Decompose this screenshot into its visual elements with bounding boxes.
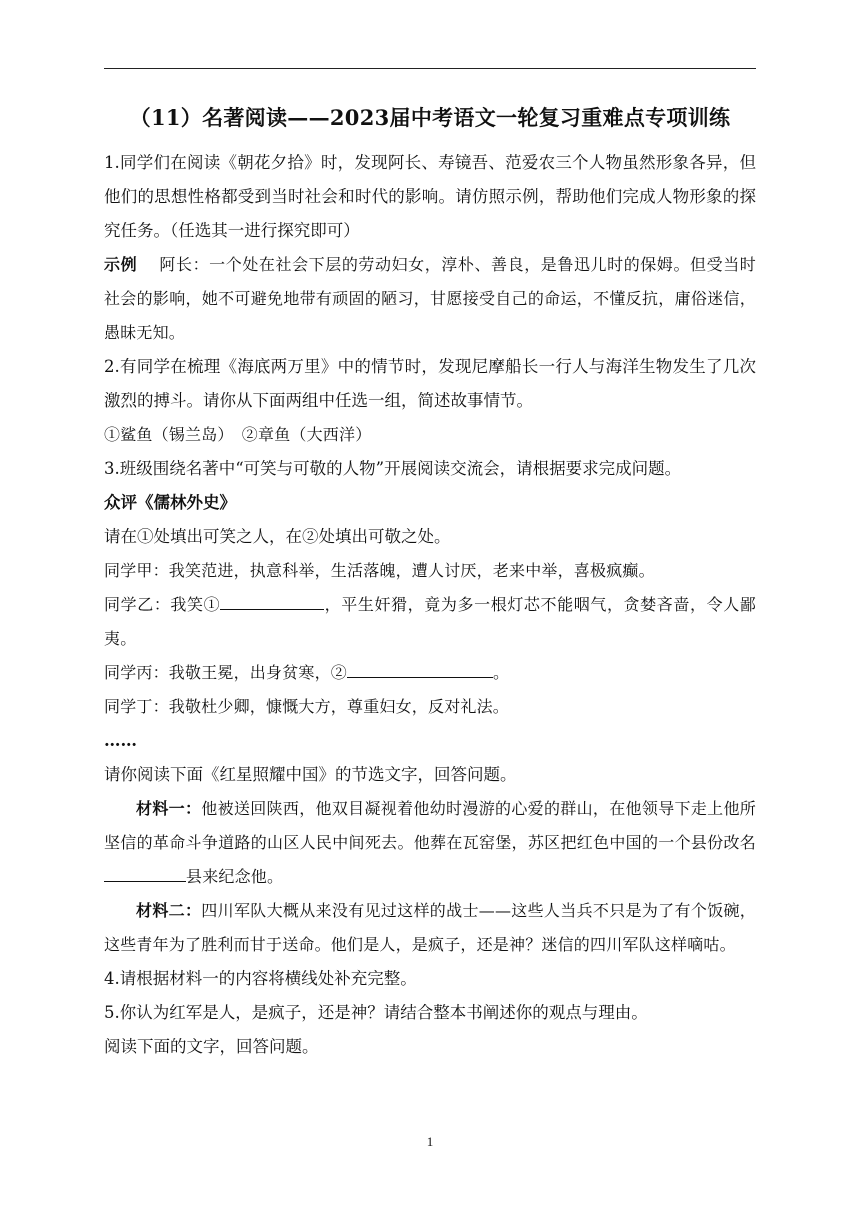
material-1-text: 他被送回陕西，他双目凝视着他幼时漫游的心爱的群山，在他领导下走上他所坚信的革命斗争道路的山区人民中间死去。他葬在瓦窑堡，苏区把红色中国的一个县份改名 xyxy=(104,799,756,852)
example-text: 阿长：一个处在社会下层的劳动妇女，淳朴、善良，是鲁迅儿时的保姆。但受当时社会的影响，她不可避免地带有顽固的陋习，甘愿接受自己的命运，不懂反抗，庸俗迷信，愚昧无知。 xyxy=(104,255,756,342)
student-b-comment xyxy=(104,588,756,656)
student-b-after: ，平生奸猾，竟为多一根灯芯不能咽气，贪婪吝啬，令人鄙夷。 xyxy=(104,595,757,648)
student-a-comment: 同学甲：我笑范进，执意科举，生活落魄，遭人讨厌，老来中举，喜极疯癫。 xyxy=(104,561,655,580)
question-2-options: ①鲨鱼（锡兰岛） ②章鱼（大西洋） xyxy=(104,425,372,444)
student-c-before: 同学丙：我敬王冕，出身贫寒，② xyxy=(104,663,348,682)
answer-blank-3[interactable] xyxy=(104,865,186,882)
material-2 xyxy=(104,894,756,962)
question-1-prompt: 1.同学们在阅读《朝花夕拾》时，发现阿长、寿镜吾、范爱农三个人物虽然形象各异，但他们的思想性格都受到当时社会和时代的影响。请仿照示例，帮助他们完成人物形象的探究任务。（任选其一进行探究即可） xyxy=(104,153,756,240)
question-5: 5.你认为红军是人，是疯子，还是神？请结合整本书阐述你的观点与理由。 xyxy=(104,1003,648,1022)
material-1 xyxy=(104,792,756,894)
example-label: 示例 xyxy=(104,255,138,274)
section-title: 众评《儒林外史》 xyxy=(104,493,236,512)
material-1-label: 材料一： xyxy=(136,799,202,818)
answer-blank-1[interactable] xyxy=(220,593,324,610)
student-c-comment xyxy=(104,656,756,690)
answer-blank-2[interactable] xyxy=(347,661,493,678)
student-b-before: 同学乙：我笑① xyxy=(104,595,221,614)
page-number: 1 xyxy=(426,1134,434,1149)
question-4: 4.请根据材料一的内容将横线处补充完整。 xyxy=(104,969,417,988)
question-2-prompt: 2.有同学在梳理《海底两万里》中的情节时，发现尼摩船长一行人与海洋生物发生了几次激烈的搏斗。请你从下面两组中任选一组，简述故事情节。 xyxy=(104,357,756,410)
material-2-label: 材料二： xyxy=(136,901,202,920)
student-d-comment: 同学丁：我敬杜少卿，慷慨大方，尊重妇女，反对礼法。 xyxy=(104,697,510,716)
fill-instruction: 请在①处填出可笑之人，在②处填出可敬之处。 xyxy=(104,527,451,546)
question-3-prompt: 3.班级围绕名著中“可笑与可敬的人物”开展阅读交流会，请根据要求完成问题。 xyxy=(104,459,682,478)
material-2-text: 四川军队大概从来没有见过这样的战士——这些人当兵不只是为了有个饭碗，这些青年为了胜利而甘于送命。他们是人，是疯子，还是神？迷信的四川军队这样嘀咕。 xyxy=(104,901,756,954)
header-rule xyxy=(104,68,756,69)
next-reading-intro: 阅读下面的文字，回答问题。 xyxy=(104,1037,319,1056)
question-1-example xyxy=(104,248,756,350)
student-c-after: 。 xyxy=(493,663,510,682)
ellipsis: …… xyxy=(104,731,137,750)
material-1-text-end: 县来纪念他。 xyxy=(186,867,284,886)
reading-intro: 请你阅读下面《红星照耀中国》的节选文字，回答问题。 xyxy=(104,765,517,784)
page-title: （11）名著阅读——2023届中考语文一轮复习重难点专项训练 xyxy=(129,105,731,130)
document-body xyxy=(104,146,756,1064)
